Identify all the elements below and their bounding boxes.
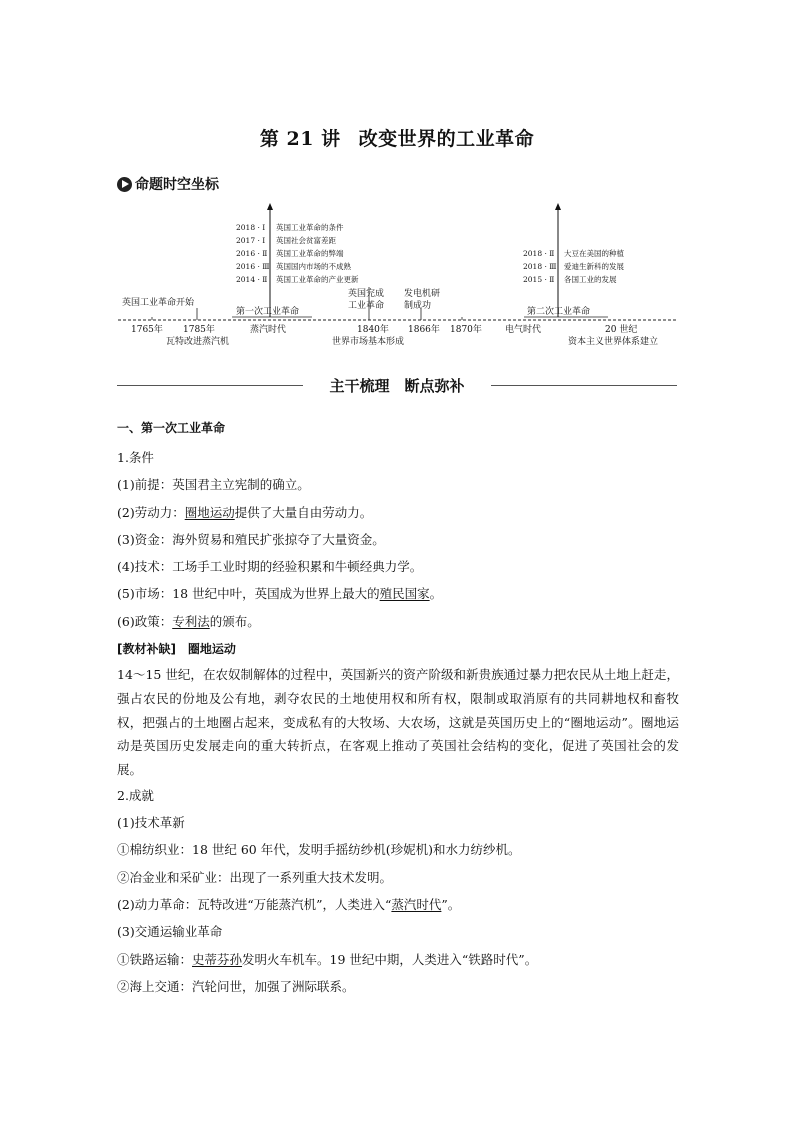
year-20c: 20 世纪 — [605, 325, 638, 335]
page-title: 第 21 讲 改变世界的工业革命 — [259, 128, 535, 150]
timeline-diagram — [0, 195, 794, 355]
subheading-conditions: 1.条件 — [117, 450, 154, 465]
achievement-item: ②冶金业和采矿业：出现了一系列重大技术发明。 — [117, 869, 393, 885]
exam-topic: 大豆在美国的种植 — [564, 249, 624, 258]
first-revolution-label: 第一次工业革命 — [236, 307, 300, 317]
achievement-item: (2)动力革命：瓦特改进“万能蒸汽机”，人类进入“蒸汽时代”。 — [117, 897, 461, 913]
condition-item: (4)技术：工场手工业时期的经验积累和牛顿经典力学。 — [117, 559, 423, 575]
achievement-item: ①铁路运输：史蒂芬孙发明火车机车。19 世纪中期，人类进入“铁路时代”。 — [117, 951, 538, 967]
year-1840: 1840年 — [357, 325, 389, 335]
exam-topic: 英国工业革命的弊端 — [276, 249, 344, 258]
enclosure-paragraph: 14～15 世纪，在农奴制解体的过程中，英国新兴的资产阶级和新贵族通过暴力把农民从土地上赶走，强占农民的份地及公有地，剥夺农民的土地使用权和所有权，限制或取消原有的共同耕地权和畜牧权，把强占的土地圈占起来，变成私有的大牧场、大农场，这就是英国历史上的“圈地运动”。圈地运动是英国历史发展走向的重大转折点，在客观上推动了英国社会结构的变化，促进了英国社会的发展。 — [117, 667, 679, 778]
condition-item: (1)前提：英国君主立宪制的确立。 — [117, 477, 310, 493]
achievement-item: (1)技术革新 — [117, 815, 185, 831]
note-generator-2: 制成功 — [404, 301, 432, 311]
exam-year: 2018 · Ⅱ — [523, 249, 555, 258]
section-header — [117, 175, 219, 193]
condition-item: (2)劳动力：圈地运动提供了大量自由劳动力。 — [117, 504, 373, 520]
play-icon — [117, 177, 132, 192]
note-complete-2: 工业革命 — [348, 301, 385, 311]
condition-item: (5)市场：18 世纪中叶，英国成为世界上最大的殖民国家。 — [117, 586, 443, 602]
note-start: 英国工业革命开始 — [122, 298, 195, 308]
achievement-item: ②海上交通：汽轮问世，加强了洲际联系。 — [117, 978, 355, 994]
exam-year: 2017 · Ⅰ — [236, 236, 266, 245]
year-1870: 1870年 — [450, 325, 482, 335]
exam-topic: 英国国内市场的不成熟 — [276, 262, 351, 271]
heading-first-revolution: 一、第一次工业革命 — [117, 421, 226, 435]
note-complete-1: 英国完成 — [348, 289, 385, 299]
divider-line-right — [491, 385, 677, 386]
era-electric: 电气时代 — [505, 325, 542, 335]
main-content — [117, 418, 679, 1000]
exam-year: 2015 · Ⅱ — [523, 275, 555, 284]
year-1785: 1785年 — [183, 325, 215, 335]
exam-year: 2016 · Ⅲ — [236, 262, 270, 271]
year-1866: 1866年 — [408, 325, 440, 335]
achievement-item: (3)交通运输业革命 — [117, 924, 223, 940]
divider-title: 主干梳理 断点弥补 — [329, 377, 465, 395]
year-1765: 1765年 — [131, 325, 163, 335]
exam-topic: 英国社会贫富差距 — [276, 236, 336, 245]
condition-item: (6)政策：专利法的颁布。 — [117, 613, 260, 629]
era-steam: 蒸汽时代 — [250, 325, 287, 335]
subheading-achievements: 2.成就 — [117, 787, 154, 803]
section-divider — [117, 375, 677, 395]
condition-item: (3)资金：海外贸易和殖民扩张掠夺了大量资金。 — [117, 531, 385, 547]
exam-year: 2016 · Ⅱ — [236, 249, 268, 258]
achievement-item: ①棉纺织业：18 世纪 60 年代，发明手摇纺纱机(珍妮机)和水力纺纱机。 — [117, 842, 521, 858]
section-label: 命题时空坐标 — [135, 177, 219, 193]
exam-year: 2014 · Ⅱ — [236, 275, 268, 284]
exam-year: 2018 · Ⅰ — [236, 223, 266, 232]
second-revolution-label: 第二次工业革命 — [527, 307, 591, 317]
note-watt: 瓦特改进蒸汽机 — [166, 337, 230, 347]
note-world-market: 世界市场基本形成 — [332, 337, 405, 347]
note-generator-1: 发电机研 — [404, 289, 441, 299]
exam-topic: 爱迪生新科的发展 — [564, 262, 624, 271]
note-world-system: 资本主义世界体系建立 — [568, 337, 659, 347]
exam-topic: 英国工业革命的产业更新 — [276, 275, 359, 284]
exam-topic: 各国工业的发展 — [564, 275, 617, 284]
exam-topic: 英国工业革命的条件 — [276, 223, 344, 232]
exam-year: 2018 · Ⅲ — [523, 262, 557, 271]
supplement-heading: [教材补缺] 圈地运动 — [117, 642, 236, 657]
